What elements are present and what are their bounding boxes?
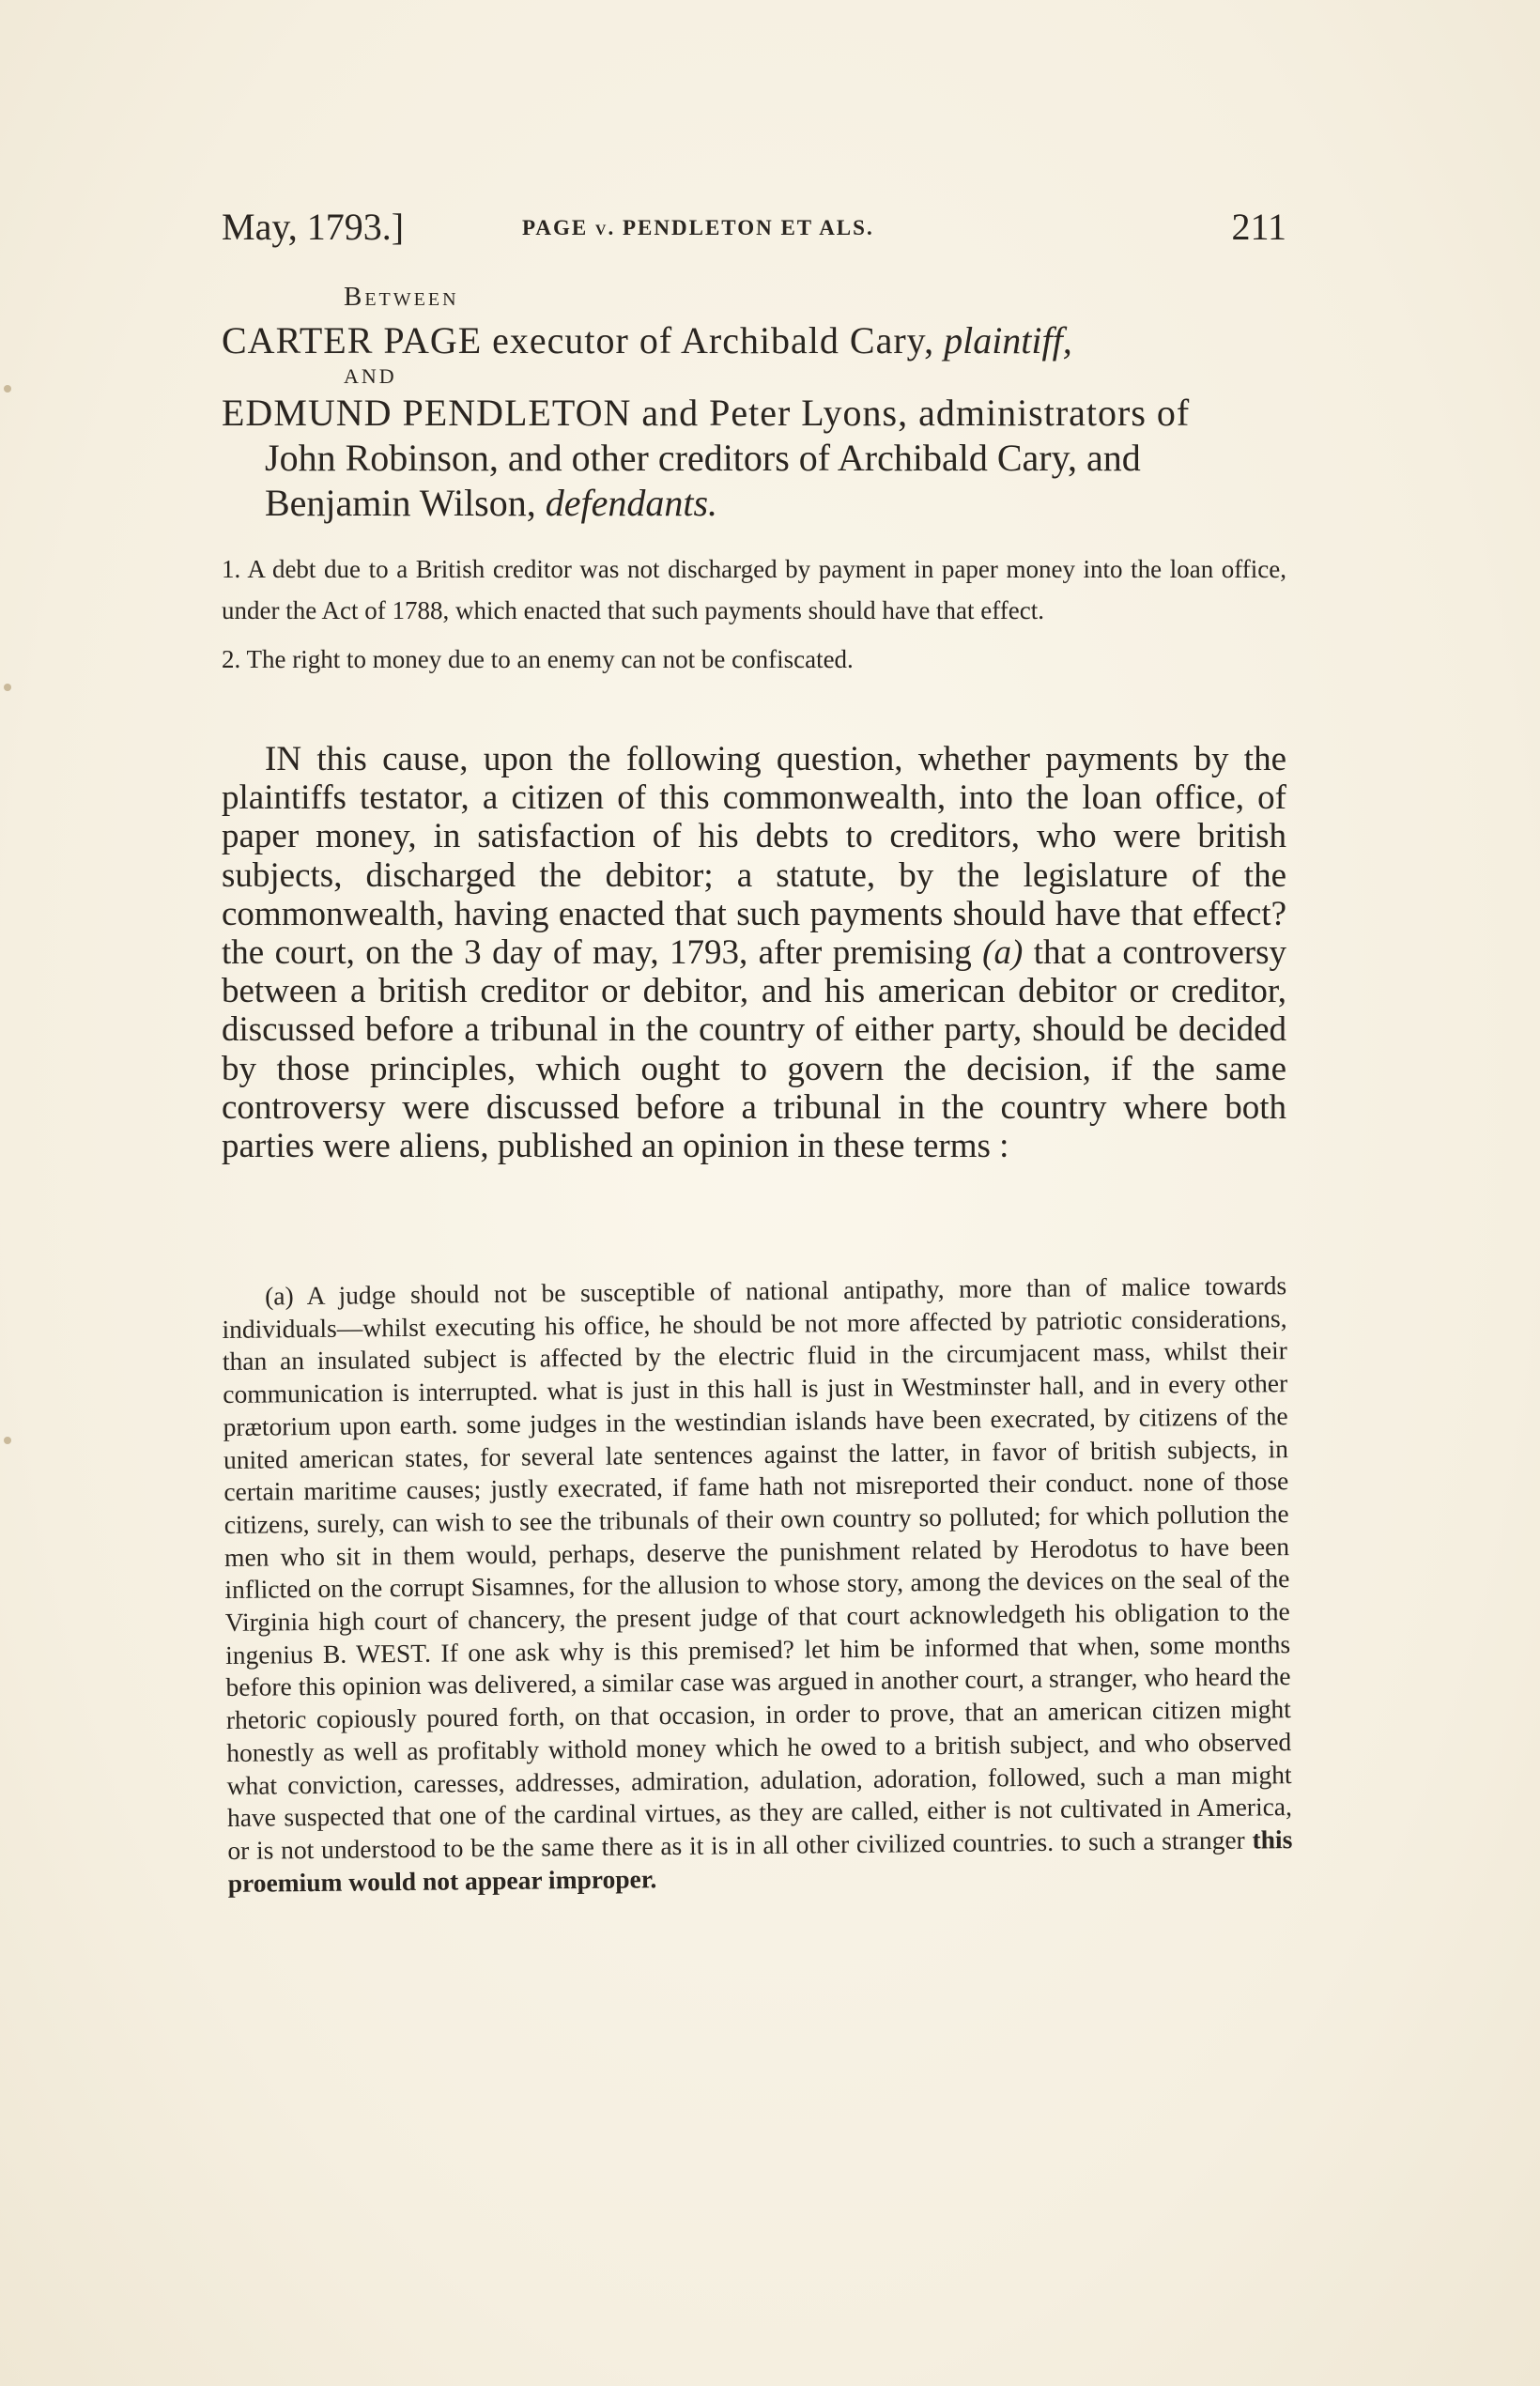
footnote: [222, 1270, 1293, 1900]
footnote-body: (a) A judge should not be susceptible of national antipathy, more than of malice towards individuals—whilst executing his office, he should be not more affected by patriotic considerations, than an insulated subject is affected by the electric fluid in the circumjacent mass, whilst their communication is interrupted. what is just in this hall is just in Westminster hall, and in every other prætorium upon earth. some judges in the westindian islands have been execrated, by citizens of the united american states, for several late sentences against the latter, in favor of british subjects, in certain maritime causes; justly execrated, if fame hath not misreported their conduct. none of those citizens, surely, can wish to see the tribunals of their own country so polluted; for which pollution the men who sit in them would, perhaps, deserve the punishment related by Herodotus to have been inflicted on the corrupt Sisamnes, for the allusion to whose story, among the devices on the seal of the Virginia high court of chancery, the present judge of that court acknowledgeth his obligation to the ingenius B. WEST. If one ask why is this premised? let him be informed that when, some months before this opinion was delivered, a similar case was argued in another court, a stranger, who heard the rhetoric copiously poured forth, on that occasion, in order to prove, that an american citizen might honestly as well as profitably withold money which he owed to a british subject, and who observed what conviction, caresses, addresses, admiration, adulation, adoration, followed, such a man might have suspected that one of the cardinal virtues, as they are called, either is not cultivated in America, or is not understood to be the same there as it is in all other civilized countries. to such a stranger: [222, 1270, 1293, 1865]
headnote: 1. A debt due to a British creditor was not discharged by payment in paper money into the loan office, under the Act of 1788, which enacted that such payments should have that effect.: [222, 555, 1286, 624]
plaintiff-role: plaintiff,: [944, 319, 1072, 362]
opinion-text-continued: that a controversy between a british creditor or debitor, and his american debitor or creditor, discussed before a tribunal in the country of either party, should be decided by those principles, which ought to govern the decision, if the same controversy were discussed before a tribunal in the country where both parties were aliens, published an opinion in these terms :: [222, 933, 1287, 1166]
edge-mark: [4, 1437, 11, 1444]
and-label: AND: [344, 364, 397, 388]
page-number: 211: [1231, 206, 1286, 248]
footnote-reference: (a): [982, 933, 1024, 973]
defendant-names: EDMUND PENDLETON and Peter Lyons, administrators of: [222, 392, 1191, 434]
plaintiff-name: CARTER PAGE executor of Archibald Cary,: [222, 319, 935, 362]
edge-mark: [4, 385, 11, 393]
header-case-title: PAGE v. PENDLETON ET ALS.: [522, 216, 874, 239]
between-label: Between: [344, 282, 459, 312]
opinion-paragraph: [222, 740, 1286, 1165]
defendant-block: [222, 391, 1286, 526]
running-header: [222, 205, 1286, 252]
defendant-continuation: John Robinson, and other creditors of Archibald Cary, and: [265, 437, 1141, 479]
headnote: 2. The right to money due to an enemy can not be confiscated.: [222, 645, 854, 673]
case-parties: [222, 282, 1286, 526]
defendant-continuation-2: [222, 481, 1286, 526]
header-date: May, 1793.]: [222, 206, 405, 248]
plaintiff-line: [222, 318, 1286, 362]
defendant-last-name: Benjamin Wilson,: [265, 482, 536, 524]
edge-mark: [4, 684, 11, 691]
footnote-last-line: this proemium would not appear improper.: [227, 1824, 1293, 1898]
defendant-role: defendants.: [545, 482, 718, 524]
headnotes: [222, 548, 1286, 680]
opinion-text: IN this cause, upon the following question, whether payments by the plaintiffs testator, a citizen of this commonwealth, into the loan office, of paper money, in satisfaction of his debts to creditors, who were british subjects, discharged the debitor; a statute, by the legislature of the commonwealth, having enacted that such payments should have that effect? the court, on the 3 day of may, 1793, after premising: [222, 740, 1286, 973]
